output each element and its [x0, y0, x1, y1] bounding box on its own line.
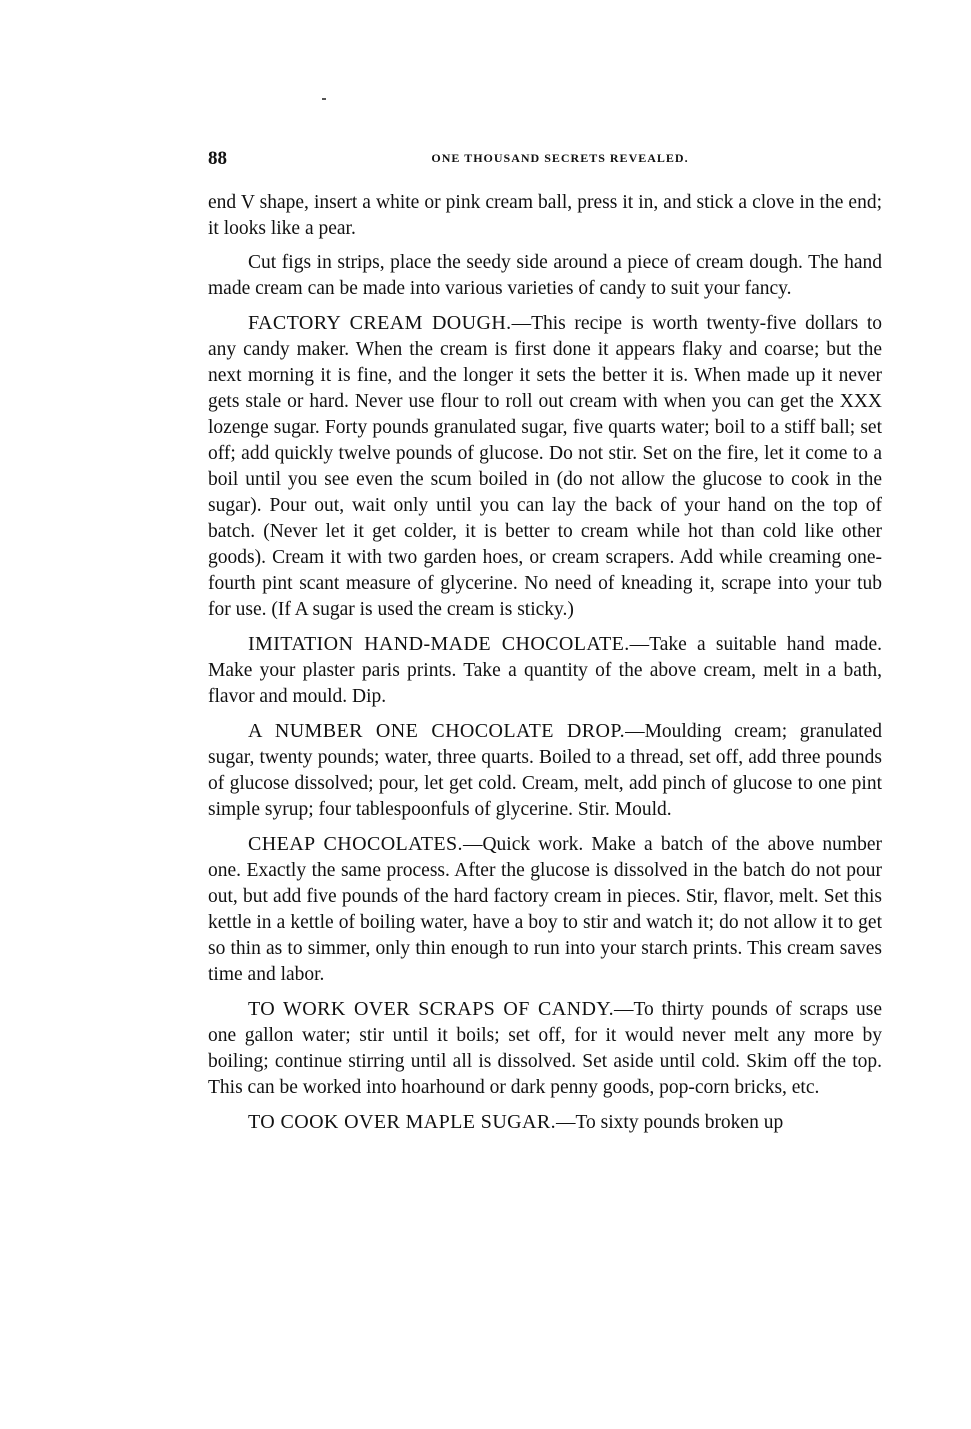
recipe-heading: CHEAP CHOCOLATES. — [248, 833, 463, 855]
recipe-heading: IMITATION HAND-MADE CHOCOLATE. — [248, 633, 630, 655]
recipe-cook-over-maple-sugar — [208, 1109, 882, 1136]
recipe-text: —Take a suitable hand made. Make your plaster paris prints. Take a quantity of the above cream, melt in a bath, flavor and mould. Dip. — [208, 634, 882, 707]
running-title: ONE THOUSAND SECRETS REVEALED. — [431, 151, 689, 165]
recipe-text: —To sixty pounds broken up — [556, 1112, 784, 1133]
page-number: 88 — [208, 148, 227, 169]
paragraph-text: Cut figs in strips, place the seedy side around a piece of cream dough. The hand made cream can be made into various varieties of candy to suit your fancy. — [208, 252, 882, 299]
recipe-heading: TO WORK OVER SCRAPS OF CANDY. — [248, 998, 614, 1020]
recipe-text: —Moulding cream; granulated sugar, twenty pounds; water, three quarts. Boiled to a thread, set off, add three pounds of glucose dissolved; pour, let get cold. Cream, melt, add pinch of glucose to one pint simple syrup; four tablespoonfuls of glycerine. Stir. Mould. — [208, 721, 882, 820]
paragraph-figs — [208, 250, 882, 302]
paragraph-continued — [208, 190, 882, 242]
recipe-number-one-chocolate-drop — [208, 718, 882, 823]
recipe-imitation-hand-made-chocolate — [208, 631, 882, 710]
scan-speck — [322, 98, 326, 100]
recipe-text: —This recipe is worth twenty-five dollars to any candy maker. When the cream is first done it appears flaky and coarse; but the next morning it is fine, and the longer it sets the better it is. When made up it never gets stale or hard. Never use flour to roll out cream with when you can get the XXX lozenge sugar. Forty pounds granulated sugar, five quarts water; boil to a stiff ball; set off; add quickly twelve pounds of glucose. Do not stir. Set on the fire, let it come to a boil until you see even the scum boiled in (do not allow the glucose to cook in the sugar). Pour out, wait only until you can lay the back of your hand on the top of batch. (Never let it get colder, it is better to cream while hot than cold like other goods). Cream it with two garden hoes, or cream scrapers. Add while creaming one-fourth pint scant measure of glycerine. No need of kneading it, scrape into your tub for use. (If A sugar is used the cream is sticky.) — [208, 313, 883, 620]
paragraph-text: end V shape, insert a white or pink cream ball, press it in, and stick a clove in the end; it looks like a pear. — [208, 192, 882, 239]
book-page — [208, 148, 882, 1144]
recipe-cheap-chocolates — [208, 831, 882, 988]
recipe-heading: FACTORY CREAM DOUGH. — [248, 312, 512, 334]
running-head — [208, 148, 882, 170]
recipe-text: —Quick work. Make a batch of the above number one. Exactly the same process. After the glucose is dissolved in the batch do not pour out, but add five pounds of the hard factory cream in pieces. Stir, flavor, melt. Set this kettle in a kettle of boiling water, have a boy to stir and watch it; do not allow it to get so thin as to simmer, only thin enough to run into your starch prints. This cream saves time and labor. — [208, 834, 882, 985]
recipe-text: —To thirty pounds of scraps use one gallon water; stir until it boils; set off, for it would never melt any more by boiling; continue stirring until all is dissolved. Set aside until cold. Skim off the top. This can be worked into hoarhound or dark penny goods, pop-corn bricks, etc. — [208, 999, 882, 1098]
recipe-work-over-scraps — [208, 996, 882, 1101]
recipe-heading: A NUMBER ONE CHOCOLATE DROP. — [248, 720, 626, 742]
recipe-factory-cream-dough — [208, 310, 882, 623]
recipe-heading: TO COOK OVER MAPLE SUGAR. — [248, 1111, 556, 1133]
